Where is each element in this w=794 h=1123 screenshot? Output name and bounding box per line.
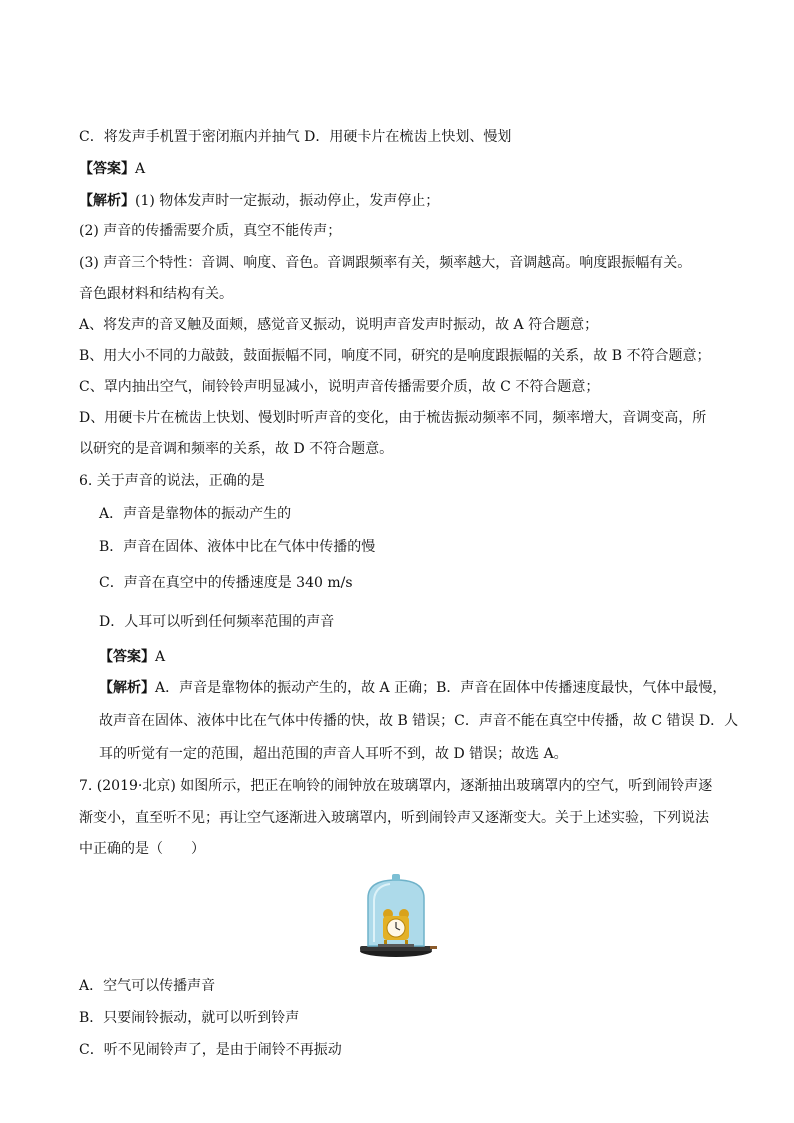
bell-jar-alarm-clock-figure <box>354 872 438 958</box>
answer-label: 【答案】 <box>99 649 155 665</box>
jar-knob <box>392 874 400 881</box>
q5-analysis-line: (2) 声音的传播需要介质，真空不能传声； <box>79 223 342 239</box>
q6-option-b: B．声音在固体、液体中比在气体中传播的慢 <box>99 539 376 555</box>
q7-stem-line: 7. (2019·北京) 如图所示，把正在响铃的闹钟放在玻璃罩内，逐渐抽出玻璃罩内的空气，听到闹铃声逐 <box>79 778 713 794</box>
answer-label: 【答案】 <box>79 161 135 177</box>
q7-stem-line: 渐变小，直至听不见；再让空气逐渐进入玻璃罩内，听到闹铃声又逐渐变大。关于上述实验，下列说法 <box>79 810 709 826</box>
q5-analysis-line: (3) 声音三个特性：音调、响度、音色。音调跟频率有关，频率越大，音调越高。响度跟振幅有关。 <box>79 255 692 271</box>
q5-analysis-line <box>79 191 734 211</box>
air-valve <box>430 946 437 949</box>
clock-stand <box>378 944 414 947</box>
analysis-text: A．声音是靠物体的振动产生的，故 A 正确；B．声音在固体中传播速度最快，气体中最慢， <box>155 680 727 696</box>
q5-analysis-line: C、罩内抽出空气，闹铃铃声明显减小，说明声音传播需要介质，故 C 不符合题意； <box>79 379 600 395</box>
analysis-label: 【解析】 <box>99 680 155 696</box>
q5-analysis-line: 音色跟材料和结构有关。 <box>79 286 233 302</box>
q6-answer <box>99 647 734 667</box>
q7-option-a: A．空气可以传播声音 <box>79 978 216 994</box>
q6-stem: 6. 关于声音的说法，正确的是 <box>79 473 265 489</box>
q5-option-line: C．将发声手机置于密闭瓶内并抽气 D．用硬卡片在梳齿上快划、慢划 <box>79 129 512 145</box>
q5-analysis-line: A、将发声的音叉触及面颊，感觉音叉振动，说明声音发声时振动，故 A 符合题意； <box>79 317 599 333</box>
q7-stem-line: 中正确的是（ ） <box>79 841 205 857</box>
q5-analysis-line: D、用硬卡片在梳齿上快划、慢划时听声音的变化，由于梳齿振动频率不同，频率增大，音调变高，所 <box>79 410 707 426</box>
q6-analysis-line: 故声音在固体、液体中比在气体中传播的快，故 B 错误；C．声音不能在真空中传播，故 C 错误 D．人 <box>99 713 739 729</box>
answer-value: A <box>135 161 146 177</box>
q6-option-c: C．声音在真空中的传播速度是 340 m/s <box>99 575 353 591</box>
q7-option-c: C．听不见闹铃声了，是由于闹铃不再振动 <box>79 1042 342 1058</box>
q6-analysis-line <box>99 678 734 698</box>
analysis-text: (1) 物体发声时一定振动，振动停止，发声停止； <box>135 193 440 209</box>
q6-analysis-line: 耳的听觉有一定的范围，超出范围的声音人耳听不到，故 D 错误；故选 A。 <box>99 746 568 762</box>
analysis-label: 【解析】 <box>79 193 135 209</box>
q6-option-a: A．声音是靠物体的振动产生的 <box>99 506 292 522</box>
q5-analysis-line: B、用大小不同的力敲鼓，鼓面振幅不同，响度不同，研究的是响度跟振幅的关系，故 B 不符合题意； <box>79 348 711 364</box>
answer-value: A <box>155 649 166 665</box>
q5-analysis-line: 以研究的是音调和频率的关系，故 D 不符合题意。 <box>79 441 394 457</box>
q5-answer <box>79 159 734 179</box>
q6-option-d: D．人耳可以听到任何频率范围的声音 <box>99 614 335 630</box>
q7-option-b: B．只要闹铃振动，就可以听到铃声 <box>79 1010 300 1026</box>
